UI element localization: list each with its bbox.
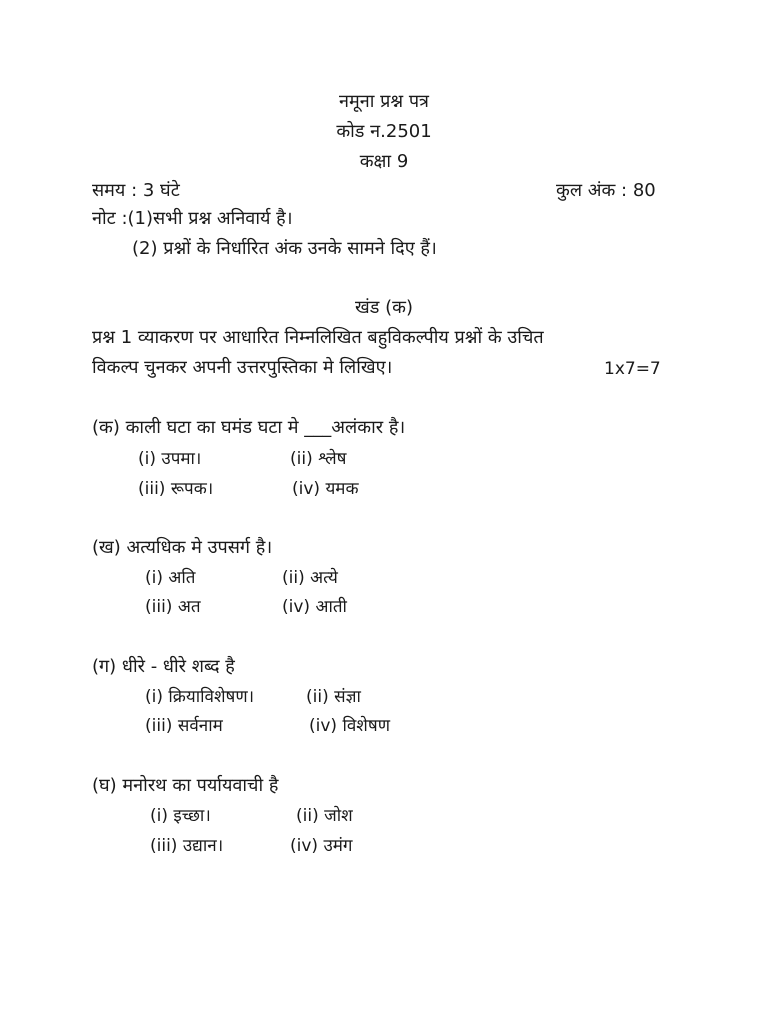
paper-title: नमूना प्रश्न पत्र <box>339 91 429 112</box>
question-ga-option-3: (iii) सर्वनाम <box>145 716 223 736</box>
time-label: समय : 3 घंटे <box>92 180 180 201</box>
question-gha-option-2: (ii) जोश <box>296 806 353 826</box>
question-ga-option-1: (i) क्रियाविशेषण। <box>145 687 255 707</box>
note-1: नोट :(1)सभी प्रश्न अनिवार्य है। <box>92 208 293 229</box>
question-gha-option-3: (iii) उद्यान। <box>150 836 224 856</box>
class-label: कक्षा 9 <box>359 151 409 172</box>
question-gha-option-1: (i) इच्छा। <box>150 806 211 826</box>
question-ka-option-3: (iii) रूपक। <box>138 479 214 499</box>
question-ka-option-2: (ii) श्लेष <box>290 449 347 469</box>
question-gha-stem: (घ) मनोरथ का पर्यायवाची है <box>92 775 279 796</box>
question-gha-option-4: (iv) उमंग <box>290 836 353 856</box>
question-marks: 1x7=7 <box>604 359 661 379</box>
question-kha-option-4: (iv) आती <box>282 597 347 617</box>
section-title: खंड (क) <box>355 297 413 318</box>
question-ka-option-1: (i) उपमा। <box>138 449 202 469</box>
question-ga-option-4: (iv) विशेषण <box>309 716 390 736</box>
question-instruction-line-2: विकल्प चुनकर अपनी उत्तरपुस्तिका मे लिखिए। <box>92 357 393 378</box>
question-kha-stem: (ख) अत्यधिक मे उपसर्ग है। <box>92 537 273 558</box>
question-kha-option-3: (iii) अत <box>145 597 201 617</box>
question-kha-option-2: (ii) अत्ये <box>282 568 338 588</box>
paper-code: कोड न.2501 <box>336 121 432 142</box>
question-ka-option-4: (iv) यमक <box>292 479 359 499</box>
question-ga-option-2: (ii) संज्ञा <box>306 687 361 707</box>
question-kha-option-1: (i) अति <box>145 568 196 588</box>
question-instruction-line-1: प्रश्न 1 व्याकरण पर आधारित निम्नलिखित बहुविकल्पीय प्रश्नों के उचित <box>92 327 544 348</box>
question-ka-stem: (क) काली घटा का घमंड घटा मे ___अलंकार है। <box>92 417 406 438</box>
total-marks-label: कुल अंक : 80 <box>556 180 656 201</box>
question-ga-stem: (ग) धीरे - धीरे शब्द है <box>92 656 235 677</box>
note-2: (2) प्रश्नों के निर्धारित अंक उनके सामने दिए हैं। <box>132 238 437 259</box>
